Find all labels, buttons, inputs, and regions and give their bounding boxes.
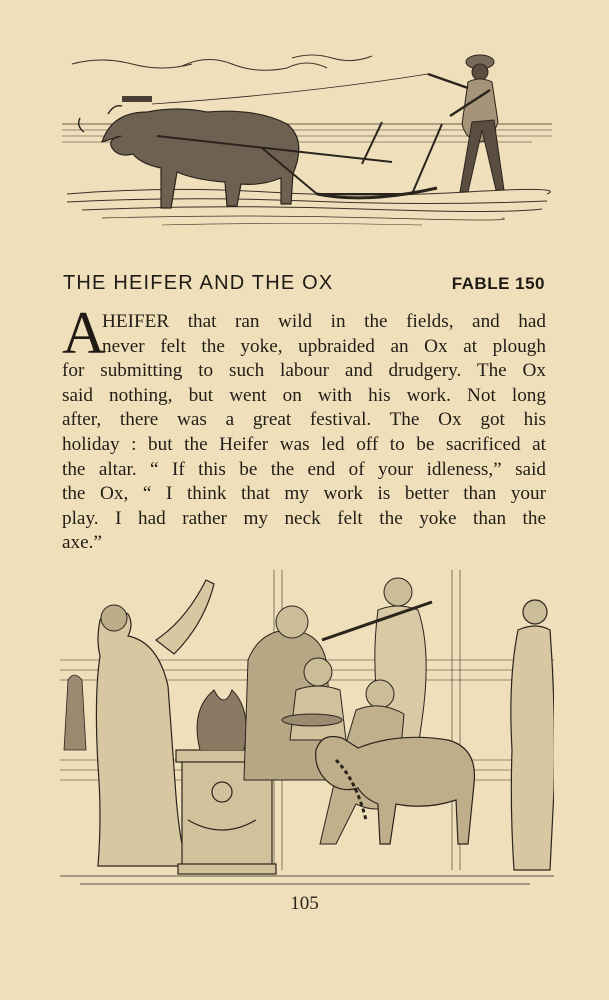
fable-title: THE HEIFER AND THE OX <box>63 272 334 294</box>
text-line: HEIFER that ran wild in the fields, and had <box>102 311 546 332</box>
text-line: for submitting to such labour and drudgery. The Ox <box>62 360 546 382</box>
text-line: play. I had rather my neck felt the yoke than the <box>62 507 546 529</box>
text-line: never felt the yoke, upbraided an Ox at plough <box>102 335 546 357</box>
text-line: the Ox, “ I think that my work is better than your <box>62 483 546 505</box>
drop-cap: A <box>62 300 106 366</box>
fable-number: FABLE 150 <box>451 274 545 293</box>
text-line: after, there was a great festival. The Ox got his <box>62 409 546 431</box>
fable-heading <box>63 272 545 300</box>
text-line: holiday : but the Heifer was led off to be sacrificed at <box>62 433 546 455</box>
plough-illustration <box>62 44 552 230</box>
page-number: 105 <box>290 893 319 914</box>
text-line: axe.” <box>62 532 102 554</box>
fable-text <box>62 310 546 556</box>
sacrifice-illustration <box>60 570 554 892</box>
text-line: the altar. “ If this be the end of your idleness,” said <box>62 458 546 480</box>
text-line: said nothing, but went on with his work. Not long <box>62 384 546 406</box>
